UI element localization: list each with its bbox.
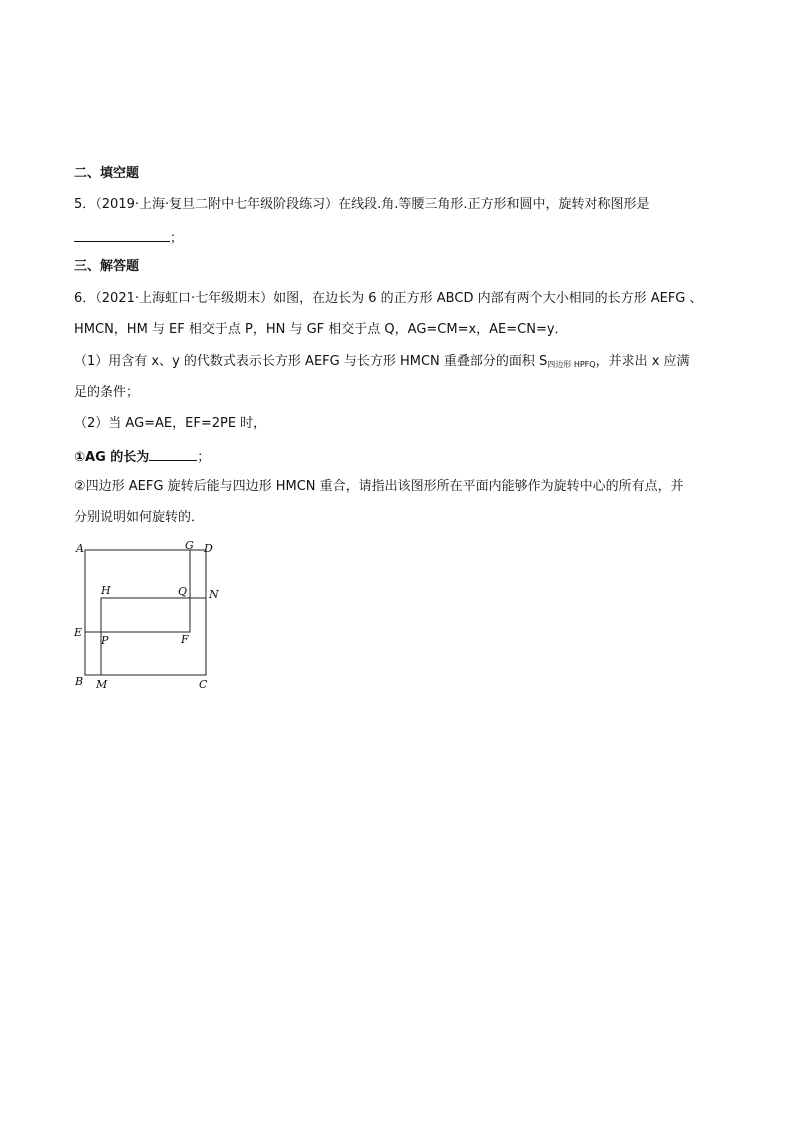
part2-i-suffix: ； (197, 450, 211, 465)
question-5-answer-line (74, 227, 183, 248)
label-f: F (181, 633, 189, 646)
square-abcd (85, 550, 206, 675)
label-c: C (199, 678, 208, 691)
geometry-figure (70, 538, 230, 696)
question-6-stem-line2: HMCN，HM 与 EF 相交于点 P，HN 与 GF 相交于点 Q，AG=CM=x，AE=CN=y． (74, 322, 568, 337)
section-heading-solve: 三、解答题 (74, 259, 140, 274)
answer-blank[interactable] (74, 227, 170, 242)
label-p: P (101, 634, 109, 647)
label-b: B (75, 675, 84, 688)
question-6-part1-cont: 足的条件； (74, 385, 140, 400)
question-6-part1 (74, 353, 690, 374)
question-6-part2-i (74, 446, 210, 467)
part1-text-cont: ，并求出 x 应满 (595, 354, 690, 369)
question-5-stem: 5．（2019·上海·复旦二附中七年级阶段练习）在线段.角.等腰三角形.正方形和圆中，旋转对称图形是 (74, 197, 650, 212)
label-n: N (209, 588, 219, 601)
question-6-stem-line1: 6．（2021·上海虹口·七年级期末）如图，在边长为 6 的正方形 ABCD 内部有两个大小相同的长方形 AEFG 、 (74, 291, 703, 306)
label-h: H (101, 584, 111, 597)
question-6-part2-ii: ②四边形 AEFG 旋转后能与四边形 HMCN 重合，请指出该图形所在平面内能够作为旋转中心的所有点，并 (74, 479, 684, 494)
area-subscript: 四边形 HPFQ (547, 360, 596, 369)
label-q: Q (178, 585, 188, 598)
part1-text: （1）用含有 x、y 的代数式表示长方形 AEFG 与长方形 HMCN 重叠部分的面积 S (74, 354, 548, 369)
section-heading-fill-in: 二、填空题 (74, 166, 140, 181)
label-e: E (74, 626, 83, 639)
label-a: A (76, 542, 84, 555)
question-6-part2-ii-cont: 分别说明如何旋转的． (74, 510, 205, 525)
part2-i-prefix: ①AG 的长为 (74, 450, 150, 465)
answer-suffix: ； (170, 231, 184, 246)
label-d: D (204, 542, 213, 555)
label-g: G (185, 539, 194, 552)
question-6-part2: （2）当 AG=AE，EF=2PE 时， (74, 416, 267, 431)
label-m: M (96, 678, 108, 691)
answer-blank[interactable] (149, 446, 197, 461)
